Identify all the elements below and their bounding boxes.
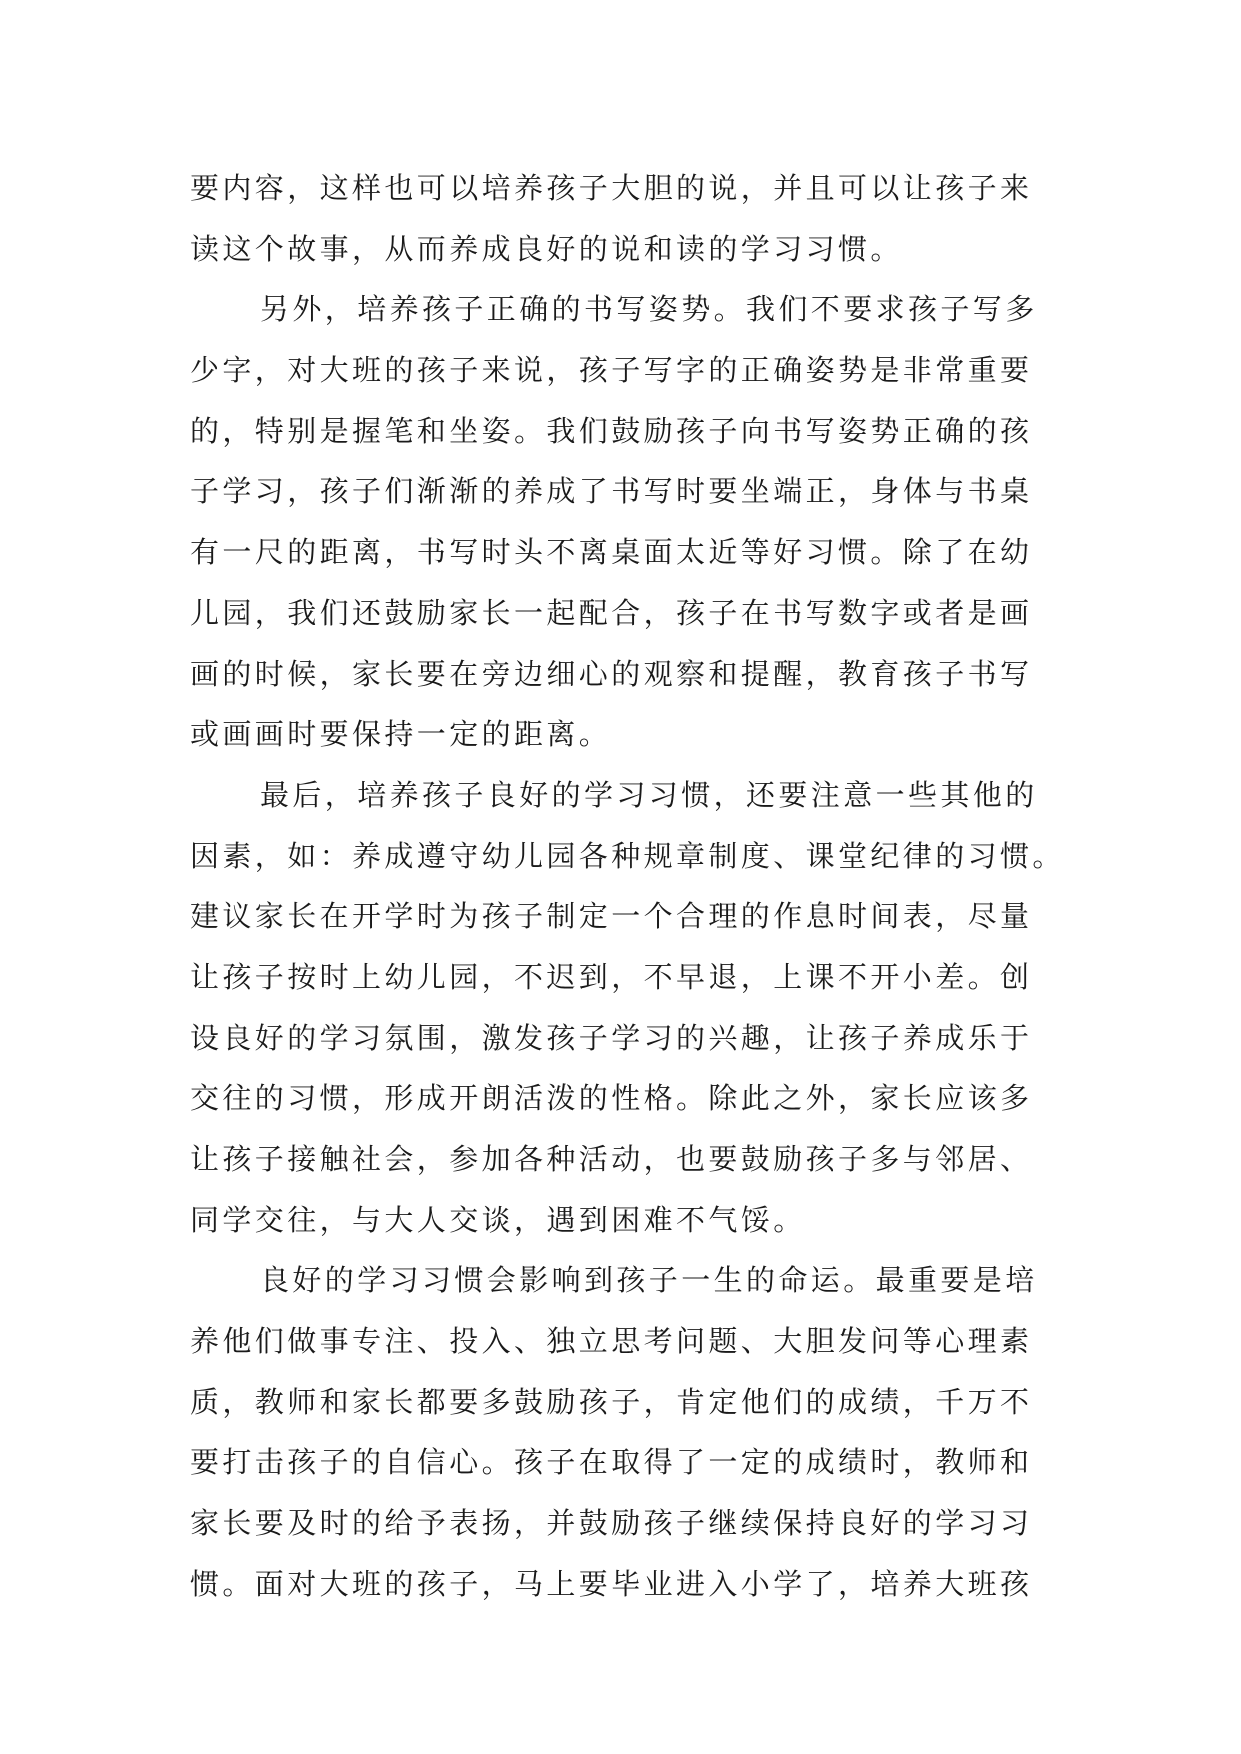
text-line: 子学习，孩子们渐渐的养成了书写时要坐端正，身体与书桌 [190,474,1033,509]
text-line: 质，教师和家长都要多鼓励孩子，肯定他们的成绩，千万不 [190,1384,1033,1419]
text-line: 同学交往，与大人交谈，遇到困难不气馁。 [190,1202,806,1237]
text-line: 有一尺的距离，书写时头不离桌面太近等好习惯。除了在幼 [190,535,1033,570]
text-line: 要打击孩子的自信心。孩子在取得了一定的成绩时，教师和 [190,1445,1033,1480]
paragraph-first-line: 最后，培养孩子良好的学习习惯，还要注意一些其他的 [260,777,1038,812]
text-line: 惯。面对大班的孩子，马上要毕业进入小学了，培养大班孩 [190,1566,1033,1601]
text-line: 让孩子接触社会，参加各种活动，也要鼓励孩子多与邻居、 [190,1142,1033,1176]
body-text [190,158,1065,1615]
text-line: 的，特别是握笔和坐姿。我们鼓励孩子向书写姿势正确的孩 [190,413,1033,448]
text-line: 读这个故事，从而养成良好的说和读的学习习惯。 [190,231,903,266]
text-line: 因素，如：养成遵守幼儿园各种规章制度、课堂纪律的习惯。 [190,838,1065,873]
text-line: 交往的习惯，形成开朗活泼的性格。除此之外，家长应该多 [190,1081,1033,1116]
text-line: 或画画时要保持一定的距离。 [190,717,612,752]
text-line: 让孩子按时上幼儿园，不迟到，不早退，上课不开小差。创 [190,959,1033,994]
paragraph-first-line: 良好的学习习惯会影响到孩子一生的命运。最重要是培 [260,1263,1038,1298]
text-line: 设良好的学习氛围，激发孩子学习的兴趣，让孩子养成乐于 [190,1020,1033,1055]
text-line: 少字，对大班的孩子来说，孩子写字的正确姿势是非常重要 [190,353,1033,388]
text-line: 儿园，我们还鼓励家长一起配合，孩子在书写数字或者是画 [190,595,1033,630]
text-line: 养他们做事专注、投入、独立思考问题、大胆发问等心理素 [190,1324,1033,1359]
text-line: 建议家长在开学时为孩子制定一个合理的作息时间表，尽量 [190,899,1033,934]
text-line: 画的时候，家长要在旁边细心的观察和提醒，教育孩子书写 [190,656,1033,691]
text-line: 要内容，这样也可以培养孩子大胆的说，并且可以让孩子来 [190,171,1033,205]
paragraph-first-line: 另外，培养孩子正确的书写姿势。我们不要求孩子写多 [260,292,1038,327]
text-line: 家长要及时的给予表扬，并鼓励孩子继续保持良好的学习习 [190,1506,1033,1541]
